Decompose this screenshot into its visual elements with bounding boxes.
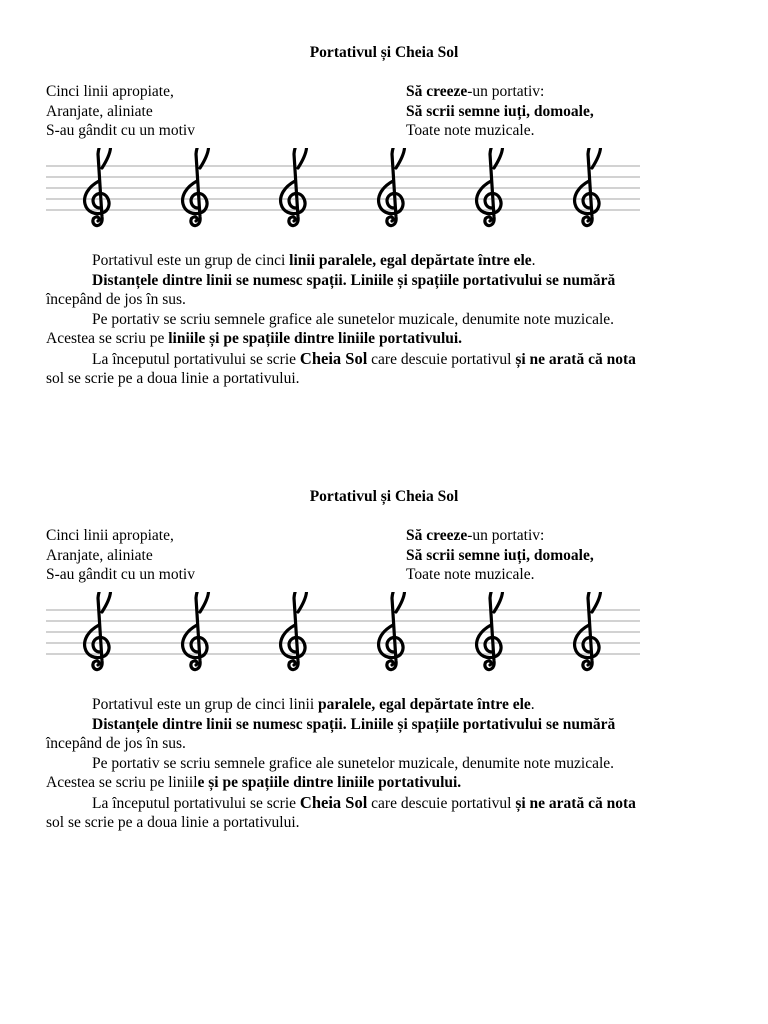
treble-clef-icon — [575, 592, 601, 670]
poem-line: Toate note muzicale. — [406, 566, 535, 583]
treble-clef-shape — [85, 148, 111, 226]
staff-lines — [46, 166, 640, 210]
poem-line: Cinci linii apropiate, — [46, 527, 174, 544]
music-staff — [46, 148, 640, 230]
paragraph-3-continuation — [46, 773, 726, 793]
treble-clef-icon — [85, 592, 111, 670]
text-emphasis: și ne arată că nota — [515, 794, 636, 812]
paragraph-4 — [46, 349, 726, 370]
paragraph-2: Distanțele dintre linii se numesc spații. Liniile și spațiile portativului se numără — [92, 271, 616, 289]
paragraph-3-continuation — [46, 329, 726, 349]
text-emphasis: linii paralele, egal depărtate între ele — [289, 252, 532, 269]
poem-text: -un portativ: — [467, 83, 545, 100]
poem-emphasis: Să creeze — [406, 527, 468, 544]
treble-clef-icon — [379, 148, 405, 226]
text-emphasis: paralele, egal depărtate între ele — [318, 696, 531, 713]
treble-clef-icon — [281, 592, 307, 670]
treble-clef-row — [85, 148, 601, 226]
text-emphasis: liniile și pe spațiile dintre liniile portativului. — [168, 330, 463, 347]
text-run: La începutul portativului se scrie — [92, 794, 300, 812]
poem-line: Să scrii semne iuți, domoale, — [406, 546, 594, 564]
text-run: Portativul este un grup de cinci linii — [92, 696, 318, 713]
treble-clef-shape — [575, 148, 601, 226]
treble-clef-icon — [183, 592, 209, 670]
treble-clef-icon — [183, 148, 209, 226]
treble-clef-icon — [575, 148, 601, 226]
treble-clef-shape — [85, 592, 111, 670]
paragraph-1 — [46, 695, 726, 715]
music-staff — [46, 592, 640, 674]
paragraph-2-continuation: începând de jos în sus. — [46, 735, 186, 752]
treble-clef-shape — [379, 592, 405, 670]
poem-line: Cinci linii apropiate, — [46, 83, 174, 100]
section-title: Portativul și Cheia Sol — [309, 44, 459, 61]
cheia-sol-label: Cheia Sol — [299, 348, 368, 368]
treble-clef-row — [85, 592, 601, 670]
poem-right-column — [406, 82, 594, 141]
treble-clef-shape — [183, 592, 209, 670]
text-run: La începutul portativului se scrie — [92, 350, 300, 368]
poem-left-column — [46, 526, 195, 585]
poem-line: Aranjate, aliniate — [46, 546, 153, 564]
text-run: Acestea se scriu pe liniil — [46, 774, 198, 791]
treble-clef-shape — [281, 592, 307, 670]
text-run: care descuie portativul — [367, 794, 516, 812]
treble-clef-icon — [281, 148, 307, 226]
explanation-text — [46, 695, 726, 833]
treble-clef-shape — [281, 148, 307, 226]
cheia-sol-label: Cheia Sol — [299, 792, 368, 812]
staff-lines — [46, 610, 640, 654]
treble-clef-shape — [379, 148, 405, 226]
treble-clef-icon — [85, 148, 111, 226]
paragraph-2: Distanțele dintre linii se numesc spații. Liniile și spațiile portativului se numără — [92, 715, 616, 733]
explanation-text — [46, 251, 726, 389]
paragraph-4-continuation: sol se scrie pe a doua linie a portativului. — [46, 370, 300, 387]
treble-clef-shape — [575, 592, 601, 670]
worksheet-section-2 — [0, 488, 768, 888]
paragraph-3: Pe portativ se scriu semnele grafice ale sunetelor muzicale, denumite note muzicale. — [92, 754, 615, 772]
section-title: Portativul și Cheia Sol — [309, 488, 459, 505]
poem-left-column — [46, 82, 195, 141]
text-run: Acestea se scriu pe — [46, 330, 169, 347]
poem-line: S-au gândit cu un motiv — [46, 122, 195, 139]
treble-clef-shape — [183, 148, 209, 226]
treble-clef-icon — [379, 592, 405, 670]
text-run: . — [531, 252, 536, 269]
text-emphasis: e și pe spațiile dintre liniile portativului. — [197, 774, 462, 791]
treble-clef-shape — [477, 592, 503, 670]
poem-line — [406, 526, 594, 546]
worksheet-section-1 — [0, 44, 768, 444]
paragraph-2-continuation: începând de jos în sus. — [46, 291, 186, 308]
treble-clef-shape — [477, 148, 503, 226]
paragraph-4-continuation: sol se scrie pe a doua linie a portativului. — [46, 814, 300, 831]
paragraph-4 — [46, 793, 726, 814]
paragraph-1 — [46, 251, 726, 271]
treble-clef-icon — [477, 592, 503, 670]
poem-right-column — [406, 526, 594, 585]
poem-line: Aranjate, aliniate — [46, 102, 153, 120]
treble-clef-icon — [477, 148, 503, 226]
poem-text: -un portativ: — [467, 527, 545, 544]
poem-emphasis: Să creeze — [406, 83, 468, 100]
poem-line: S-au gândit cu un motiv — [46, 566, 195, 583]
text-emphasis: și ne arată că nota — [515, 350, 636, 368]
poem-line — [406, 82, 594, 102]
text-run: Portativul este un grup de cinci — [92, 252, 290, 269]
text-run: . — [530, 696, 535, 713]
poem-line: Toate note muzicale. — [406, 122, 535, 139]
text-run: care descuie portativul — [367, 350, 516, 368]
paragraph-3: Pe portativ se scriu semnele grafice ale sunetelor muzicale, denumite note muzicale. — [92, 310, 615, 328]
poem-line: Să scrii semne iuți, domoale, — [406, 102, 594, 120]
